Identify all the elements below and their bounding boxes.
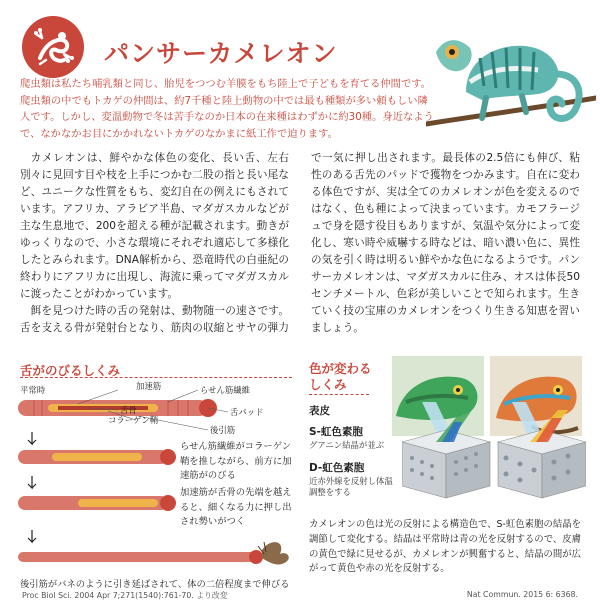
tongue-caption-step1: らせん筋繊維がコラーゲン鞘を推しながら、前方に加速筋がのびる bbox=[180, 441, 292, 481]
reference-left: Proc Biol Sci. 2004 Apr 7;271(1540):761-70. より改変 bbox=[22, 591, 228, 600]
label-accel-muscle: 加速筋 bbox=[136, 381, 162, 391]
label-s-desc: グアニン結晶が並ぶ bbox=[309, 440, 384, 450]
label-hyoid-bone: 舌骨 bbox=[120, 405, 137, 415]
label-retractor: 後引筋 bbox=[210, 425, 236, 435]
divider bbox=[20, 377, 292, 378]
hero-chameleon-photo bbox=[426, 12, 596, 142]
reference-right: Nat Commun. 2015 6: 6368. bbox=[466, 590, 578, 599]
label-collagen: コラーゲン鞘 bbox=[108, 415, 159, 425]
tongue-caption-step2: 加速筋が舌骨の先端を越えると、細くなる力に押し出され勢いがつく bbox=[180, 487, 292, 527]
body-paragraph: 餌を見つけた時の舌の発射は、動物随一の速さです。舌を支える骨が発射台となり、筋肉の収縮とサヤの弾力で一気に押し出されます。最長体の2.5倍にも伸び、粘性のある舌先のパッドで獲物をつかみます。自在に変わる体色ですが、実は全てのカメレオンが色を変えるのではなく、色も種によって決まっています。カモフラージュで身を隠す役目もありますが、気温や気分によって変化し、寒い時や威嚇する時などは、暗い濃い色に、異性の気を引く時は明るい鮮やかな色になるようです。パンサーカメレオンは、マダガスカルに住み、オスは体長50センチメートル、色彩が美しいことで知られます。生きていく技の宝庫のカメレオンをつくり生きる知恵を習いましょう。 bbox=[20, 152, 580, 334]
iridophore-structure-diagram bbox=[402, 402, 586, 502]
gecko-logo-icon bbox=[20, 14, 86, 80]
intro-text: 爬虫類は私たち哺乳類と同じ、胎児をつつむ羊膜をもち陸上で子どもを育てる仲間です。爬虫類の中でもトカゲの仲間は、約7千種と陸上動物の中では最も種類が多い頼もしい隣人です。しかし、変温動物で冬は苦手なのか日本の在来種はわずかに約30種。身近なようで、なかなかお目にかかれないトカゲのなかまに紙工作で迫ります。 bbox=[20, 78, 434, 140]
tongue-caption-step3: 後引筋がバネのように引き延ばされて、体の二倍程度まで伸びる bbox=[20, 579, 290, 590]
page-title: パンサーカメレオン bbox=[104, 39, 338, 68]
body-text bbox=[20, 150, 580, 350]
label-s-iridophore: S-虹色素胞 bbox=[309, 426, 363, 438]
color-caption: カメレオンの色は光の反射による構造色で、S-虹色素胞の結晶を調節して変化する。結晶は平常時は青の光を反射するので、皮膚の黄色で緑に見せるが、カメレオンが興奮すると、結晶の間が広がって黄色や赤の光を反射する。 bbox=[309, 519, 581, 575]
tongue-section-title: 舌がのびるしくみ bbox=[20, 363, 121, 378]
divider bbox=[309, 394, 369, 395]
moth-icon bbox=[258, 542, 289, 565]
down-arrow-icon bbox=[28, 476, 36, 488]
label-spiral: らせん筋繊維 bbox=[200, 385, 250, 395]
body-paragraph: カメレオンは、鮮やかな体色の変化、長い舌、左右別々に見回す目や枝を上手につかむ二股の指と長い尾など、ユニークな性質をもち、変幻自在の例えにもされています。アフリカ、アラビア半島、マダガスカルなどが主な生息地で、200を超える種が記載されます。動きがゆっくりなので、小さな環境にそれぞれ適応して多様化したとみられます。DNA解析から、恐竜時代の白亜紀の終わりにアフリカに出現し、海流に乗ってマダガスカルに渡ったことがわかっています。 bbox=[20, 152, 289, 300]
label-rest: 平常時 bbox=[20, 385, 46, 395]
color-section-title: 色が変わるしくみ bbox=[309, 361, 372, 392]
label-d-iridophore: D-虹色素胞 bbox=[309, 462, 365, 474]
label-epidermis: 表皮 bbox=[309, 405, 330, 417]
down-arrow-icon bbox=[28, 530, 36, 542]
label-d-desc: 近赤外線を反射し体温調整をする bbox=[309, 476, 393, 497]
down-arrow-icon bbox=[28, 432, 36, 444]
label-pad: 舌パッド bbox=[230, 407, 264, 417]
tongue-figure bbox=[18, 380, 298, 576]
